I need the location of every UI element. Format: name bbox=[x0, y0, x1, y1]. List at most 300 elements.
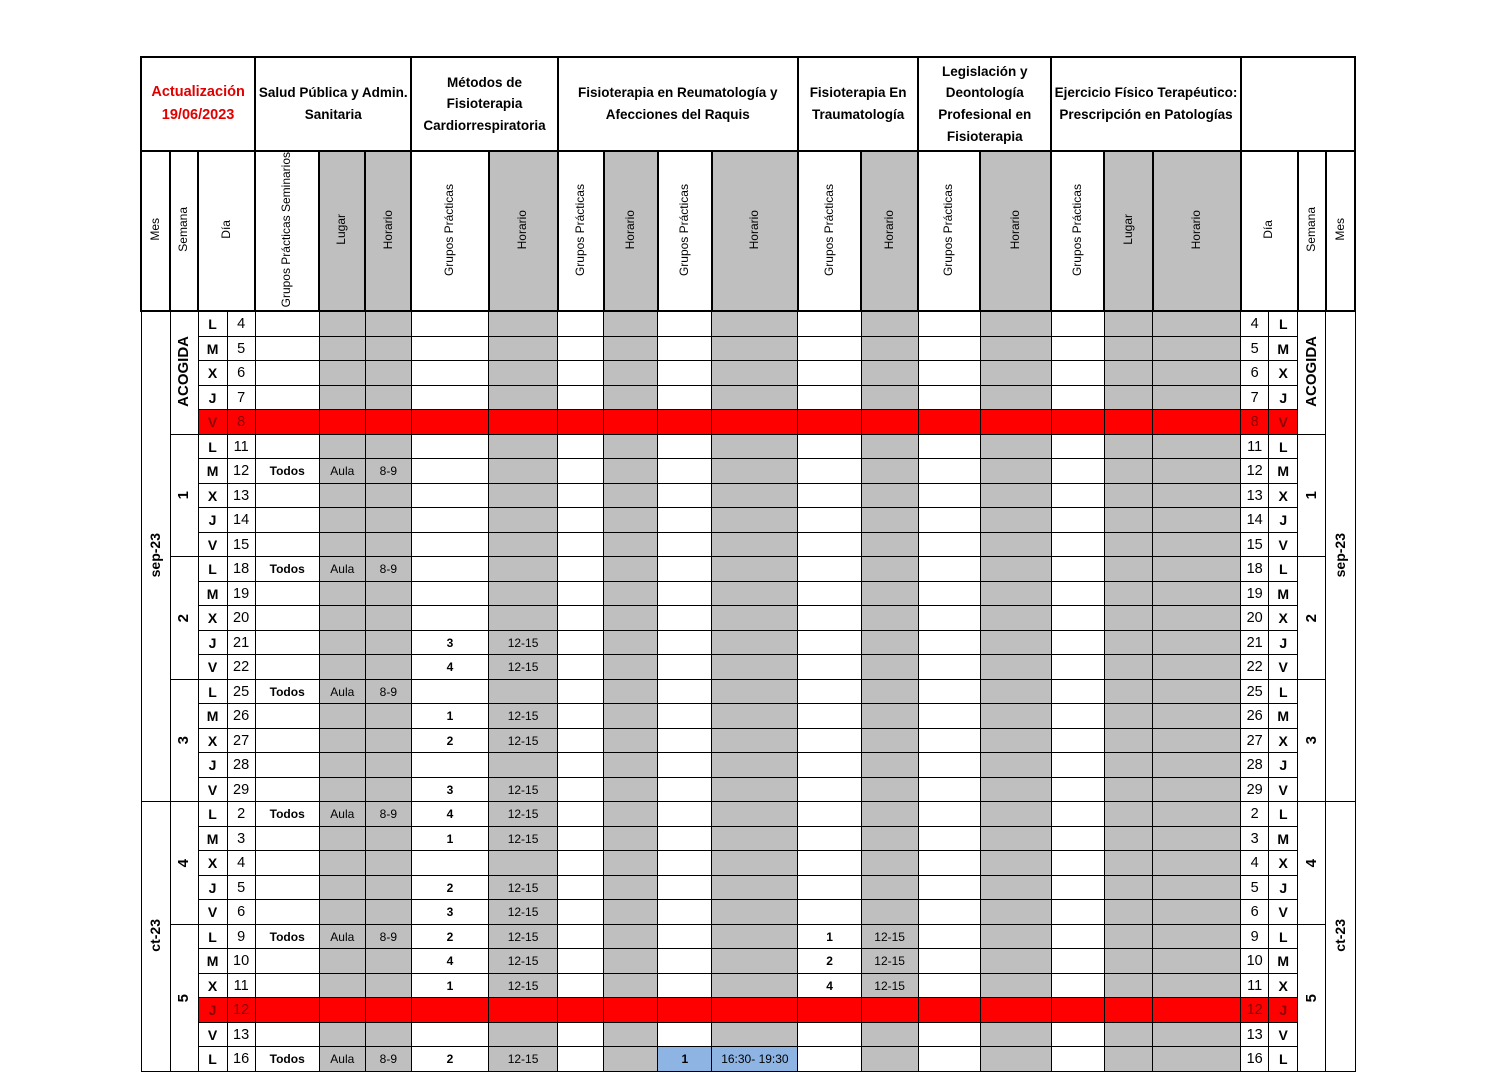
day-letter: L bbox=[198, 802, 227, 827]
schedule-cell bbox=[1051, 998, 1104, 1023]
schedule-cell bbox=[489, 410, 558, 435]
schedule-cell bbox=[558, 557, 604, 582]
schedule-cell bbox=[1104, 875, 1152, 900]
day-number: 11 bbox=[1241, 434, 1269, 459]
schedule-cell bbox=[558, 777, 604, 802]
day-number: 28 bbox=[1241, 753, 1269, 778]
day-number: 2 bbox=[1241, 802, 1269, 827]
schedule-cell bbox=[1051, 851, 1104, 876]
schedule-cell bbox=[1153, 753, 1241, 778]
schedule-cell bbox=[558, 1047, 604, 1072]
schedule-cell bbox=[489, 483, 558, 508]
schedule-cell bbox=[1104, 973, 1152, 998]
schedule-cell bbox=[798, 483, 861, 508]
schedule-cell bbox=[558, 851, 604, 876]
table-row bbox=[141, 728, 1355, 753]
schedule-cell bbox=[604, 434, 658, 459]
schedule-cell bbox=[1153, 434, 1241, 459]
schedule-cell: Aula bbox=[319, 557, 365, 582]
schedule-cell: 8-9 bbox=[365, 802, 411, 827]
week-label: 1 bbox=[170, 434, 198, 557]
schedule-cell bbox=[255, 410, 319, 435]
schedule-cell bbox=[1153, 385, 1241, 410]
schedule-cell bbox=[1051, 410, 1104, 435]
schedule-cell bbox=[798, 410, 861, 435]
table-row bbox=[141, 361, 1355, 386]
schedule-cell: 12-15 bbox=[489, 973, 558, 998]
schedule-cell bbox=[411, 998, 488, 1023]
day-number: 6 bbox=[1241, 900, 1269, 925]
schedule-cell bbox=[798, 361, 861, 386]
schedule-cell bbox=[411, 336, 488, 361]
schedule-cell bbox=[918, 826, 980, 851]
day-number: 13 bbox=[227, 1022, 255, 1047]
schedule-cell: Todos bbox=[255, 679, 319, 704]
schedule-cell bbox=[1153, 459, 1241, 484]
schedule-cell bbox=[658, 459, 712, 484]
schedule-cell: 12-15 bbox=[489, 924, 558, 949]
day-number: 16 bbox=[227, 1047, 255, 1072]
schedule-cell bbox=[798, 777, 861, 802]
schedule-cell bbox=[1153, 826, 1241, 851]
schedule-cell bbox=[319, 434, 365, 459]
schedule-cell bbox=[255, 508, 319, 533]
week-label: 2 bbox=[170, 557, 198, 680]
day-number: 6 bbox=[227, 361, 255, 386]
day-letter: M bbox=[1269, 581, 1298, 606]
schedule-cell bbox=[489, 557, 558, 582]
schedule-cell bbox=[365, 532, 411, 557]
schedule-cell bbox=[604, 483, 658, 508]
subject-reumatologia: Fisioterapia en Reumatología y Afecciones del Raquis bbox=[558, 57, 798, 151]
col-lugar: Lugar bbox=[319, 151, 365, 311]
table-row bbox=[141, 410, 1355, 435]
schedule-cell bbox=[1153, 606, 1241, 631]
schedule-cell bbox=[798, 630, 861, 655]
schedule-cell: 4 bbox=[411, 802, 488, 827]
schedule-cell bbox=[365, 875, 411, 900]
schedule-cell: 2 bbox=[411, 1047, 488, 1072]
schedule-cell bbox=[489, 606, 558, 631]
day-number: 27 bbox=[227, 728, 255, 753]
day-letter: V bbox=[198, 410, 227, 435]
day-number: 7 bbox=[227, 385, 255, 410]
schedule-cell bbox=[1104, 557, 1152, 582]
day-letter: L bbox=[198, 679, 227, 704]
schedule-cell bbox=[658, 1022, 712, 1047]
col-grupos-practicas: Grupos Prácticas bbox=[918, 151, 980, 311]
schedule-cell bbox=[918, 998, 980, 1023]
schedule-cell bbox=[1104, 483, 1152, 508]
week-label: ACOGIDA bbox=[170, 311, 198, 434]
schedule-cell bbox=[489, 581, 558, 606]
schedule-cell bbox=[365, 361, 411, 386]
schedule-cell bbox=[798, 875, 861, 900]
schedule-cell bbox=[861, 1022, 918, 1047]
schedule-cell bbox=[658, 998, 712, 1023]
schedule-cell bbox=[319, 998, 365, 1023]
schedule-cell bbox=[980, 1047, 1051, 1072]
schedule-cell bbox=[1051, 826, 1104, 851]
schedule-cell bbox=[1153, 679, 1241, 704]
col-grupos-seminarios: Grupos Prácticas Seminarios bbox=[255, 151, 319, 311]
schedule-cell bbox=[365, 998, 411, 1023]
schedule-cell: 12-15 bbox=[489, 777, 558, 802]
day-number: 9 bbox=[227, 924, 255, 949]
day-number: 21 bbox=[1241, 630, 1269, 655]
schedule-cell bbox=[255, 900, 319, 925]
schedule-cell bbox=[558, 410, 604, 435]
day-letter: V bbox=[1269, 1022, 1298, 1047]
schedule-cell bbox=[798, 728, 861, 753]
schedule-cell bbox=[712, 1022, 798, 1047]
schedule-cell bbox=[1153, 1047, 1241, 1072]
schedule-cell bbox=[861, 802, 918, 827]
schedule-cell bbox=[411, 679, 488, 704]
schedule-cell bbox=[980, 532, 1051, 557]
schedule-cell bbox=[1051, 630, 1104, 655]
table-row bbox=[141, 1047, 1355, 1072]
day-number: 5 bbox=[227, 336, 255, 361]
schedule-cell bbox=[861, 704, 918, 729]
col-horario: Horario bbox=[365, 151, 411, 311]
week-label: 3 bbox=[1298, 679, 1326, 802]
schedule-cell bbox=[558, 459, 604, 484]
day-number: 29 bbox=[1241, 777, 1269, 802]
schedule-cell bbox=[558, 532, 604, 557]
schedule-cell bbox=[658, 802, 712, 827]
day-letter: X bbox=[198, 483, 227, 508]
schedule-cell bbox=[1153, 361, 1241, 386]
schedule-cell bbox=[1104, 851, 1152, 876]
day-number: 5 bbox=[1241, 336, 1269, 361]
schedule-cell: Todos bbox=[255, 924, 319, 949]
schedule-cell bbox=[658, 704, 712, 729]
schedule-cell bbox=[861, 508, 918, 533]
schedule-cell bbox=[658, 630, 712, 655]
day-letter: J bbox=[1269, 753, 1298, 778]
schedule-cell bbox=[1153, 924, 1241, 949]
subject-traumatologia: Fisioterapia En Traumatología bbox=[798, 57, 918, 151]
schedule-cell bbox=[255, 655, 319, 680]
schedule-cell bbox=[319, 900, 365, 925]
day-letter: V bbox=[198, 777, 227, 802]
day-number: 25 bbox=[227, 679, 255, 704]
schedule-cell bbox=[365, 949, 411, 974]
day-letter: M bbox=[198, 581, 227, 606]
schedule-cell bbox=[918, 361, 980, 386]
schedule-cell bbox=[365, 581, 411, 606]
schedule-cell bbox=[918, 973, 980, 998]
schedule-cell bbox=[798, 508, 861, 533]
schedule-cell bbox=[980, 704, 1051, 729]
schedule-cell bbox=[798, 581, 861, 606]
schedule-cell bbox=[558, 385, 604, 410]
schedule-cell bbox=[712, 606, 798, 631]
schedule-cell bbox=[918, 924, 980, 949]
day-number: 4 bbox=[227, 851, 255, 876]
schedule-cell: 16:30- 19:30 bbox=[712, 1047, 798, 1072]
table-row bbox=[141, 630, 1355, 655]
day-number: 7 bbox=[1241, 385, 1269, 410]
schedule-cell bbox=[558, 679, 604, 704]
day-letter: M bbox=[198, 336, 227, 361]
schedule-cell bbox=[658, 973, 712, 998]
schedule-cell bbox=[319, 1022, 365, 1047]
table-row bbox=[141, 459, 1355, 484]
schedule-cell bbox=[1104, 410, 1152, 435]
col-grupos-practicas: Grupos Prácticas bbox=[658, 151, 712, 311]
col-semana: Semana bbox=[1298, 151, 1326, 311]
schedule-cell bbox=[1153, 508, 1241, 533]
schedule-cell bbox=[712, 826, 798, 851]
schedule-cell bbox=[411, 508, 488, 533]
schedule-cell bbox=[712, 434, 798, 459]
schedule-cell bbox=[1104, 998, 1152, 1023]
col-horario: Horario bbox=[604, 151, 658, 311]
schedule-cell bbox=[798, 557, 861, 582]
day-letter: V bbox=[198, 532, 227, 557]
day-number: 29 bbox=[227, 777, 255, 802]
schedule-cell bbox=[411, 410, 488, 435]
schedule-cell bbox=[1051, 753, 1104, 778]
schedule-cell bbox=[798, 851, 861, 876]
schedule-cell bbox=[980, 728, 1051, 753]
schedule-cell bbox=[658, 606, 712, 631]
schedule-cell bbox=[980, 336, 1051, 361]
schedule-cell bbox=[798, 826, 861, 851]
schedule-cell: 4 bbox=[411, 949, 488, 974]
schedule-cell bbox=[558, 336, 604, 361]
subject-salud-publica: Salud Pública y Admin. Sanitaria bbox=[255, 57, 411, 151]
day-number: 6 bbox=[1241, 361, 1269, 386]
col-horario: Horario bbox=[861, 151, 918, 311]
schedule-cell: 3 bbox=[411, 777, 488, 802]
schedule-cell bbox=[658, 532, 712, 557]
schedule-cell bbox=[1104, 949, 1152, 974]
day-letter: V bbox=[1269, 410, 1298, 435]
schedule-cell bbox=[861, 434, 918, 459]
schedule-cell bbox=[861, 361, 918, 386]
schedule-cell bbox=[1153, 655, 1241, 680]
schedule-cell bbox=[411, 483, 488, 508]
schedule-cell bbox=[558, 949, 604, 974]
schedule-cell bbox=[980, 434, 1051, 459]
schedule-cell bbox=[1051, 385, 1104, 410]
day-letter: X bbox=[198, 851, 227, 876]
schedule-cell bbox=[798, 679, 861, 704]
schedule-cell bbox=[604, 851, 658, 876]
day-number: 3 bbox=[1241, 826, 1269, 851]
day-letter: L bbox=[198, 557, 227, 582]
table-row bbox=[141, 655, 1355, 680]
schedule-cell bbox=[712, 949, 798, 974]
schedule-cell bbox=[980, 851, 1051, 876]
schedule-cell bbox=[658, 336, 712, 361]
schedule-cell bbox=[365, 508, 411, 533]
schedule-cell bbox=[918, 900, 980, 925]
schedule-cell bbox=[558, 728, 604, 753]
schedule-cell bbox=[411, 311, 488, 336]
schedule-cell bbox=[411, 385, 488, 410]
schedule-cell bbox=[798, 606, 861, 631]
schedule-cell bbox=[255, 728, 319, 753]
table-row bbox=[141, 606, 1355, 631]
table-row bbox=[141, 311, 1355, 336]
schedule-cell bbox=[319, 704, 365, 729]
week-label: ACOGIDA bbox=[1298, 311, 1326, 434]
schedule-cell bbox=[1104, 777, 1152, 802]
schedule-cell bbox=[489, 361, 558, 386]
schedule-cell: 8-9 bbox=[365, 459, 411, 484]
col-grupos-practicas: Grupos Prácticas bbox=[798, 151, 861, 311]
schedule-cell bbox=[798, 753, 861, 778]
day-letter: X bbox=[198, 973, 227, 998]
schedule-cell bbox=[861, 777, 918, 802]
day-number: 18 bbox=[1241, 557, 1269, 582]
schedule-cell bbox=[411, 361, 488, 386]
subject-legislacion: Legislación y Deontología Profesional en Fisioterapia bbox=[918, 57, 1051, 151]
table-row bbox=[141, 777, 1355, 802]
schedule-cell bbox=[1104, 704, 1152, 729]
schedule-cell bbox=[798, 1022, 861, 1047]
table-row bbox=[141, 851, 1355, 876]
schedule-cell bbox=[1153, 704, 1241, 729]
day-number: 20 bbox=[227, 606, 255, 631]
schedule-cell bbox=[658, 777, 712, 802]
update-label: Actualización 19/06/2023 bbox=[141, 57, 255, 151]
day-number: 4 bbox=[227, 311, 255, 336]
schedule-cell bbox=[365, 336, 411, 361]
day-number: 19 bbox=[1241, 581, 1269, 606]
schedule-cell: 12-15 bbox=[861, 973, 918, 998]
schedule-cell bbox=[489, 532, 558, 557]
schedule-cell bbox=[1153, 483, 1241, 508]
schedule-cell bbox=[319, 410, 365, 435]
schedule-cell bbox=[365, 630, 411, 655]
schedule-cell bbox=[604, 410, 658, 435]
table-row bbox=[141, 557, 1355, 582]
col-mes: Mes bbox=[141, 151, 170, 311]
day-letter: M bbox=[1269, 459, 1298, 484]
schedule-cell bbox=[365, 973, 411, 998]
schedule-cell: 12-15 bbox=[489, 1047, 558, 1072]
day-number: 8 bbox=[1241, 410, 1269, 435]
schedule-cell bbox=[489, 851, 558, 876]
day-letter: X bbox=[1269, 851, 1298, 876]
schedule-cell bbox=[319, 508, 365, 533]
schedule-cell bbox=[604, 802, 658, 827]
schedule-cell: 12-15 bbox=[861, 924, 918, 949]
schedule-cell bbox=[319, 728, 365, 753]
day-number: 12 bbox=[1241, 998, 1269, 1023]
schedule-cell bbox=[365, 655, 411, 680]
schedule-cell bbox=[1104, 630, 1152, 655]
schedule-cell bbox=[604, 949, 658, 974]
schedule-cell bbox=[319, 385, 365, 410]
month-label: sep-23 bbox=[1326, 311, 1355, 802]
table-row bbox=[141, 483, 1355, 508]
table-row bbox=[141, 973, 1355, 998]
schedule-cell bbox=[1153, 630, 1241, 655]
schedule-cell bbox=[319, 532, 365, 557]
day-letter: L bbox=[1269, 434, 1298, 459]
schedule-cell bbox=[604, 606, 658, 631]
schedule-cell: 8-9 bbox=[365, 924, 411, 949]
schedule-cell bbox=[411, 606, 488, 631]
schedule-cell bbox=[255, 385, 319, 410]
table-row bbox=[141, 704, 1355, 729]
schedule-cell bbox=[558, 1022, 604, 1047]
day-letter: M bbox=[1269, 704, 1298, 729]
schedule-cell bbox=[604, 459, 658, 484]
schedule-cell bbox=[1051, 728, 1104, 753]
schedule-cell bbox=[918, 581, 980, 606]
schedule-cell bbox=[980, 630, 1051, 655]
schedule-cell bbox=[1051, 581, 1104, 606]
day-number: 4 bbox=[1241, 851, 1269, 876]
day-letter: J bbox=[1269, 630, 1298, 655]
day-letter: V bbox=[198, 900, 227, 925]
schedule-cell bbox=[918, 851, 980, 876]
schedule-cell bbox=[1051, 1022, 1104, 1047]
day-letter: J bbox=[198, 875, 227, 900]
schedule-cell bbox=[861, 311, 918, 336]
schedule-cell bbox=[658, 728, 712, 753]
col-grupos-practicas: Grupos Prácticas bbox=[411, 151, 488, 311]
day-number: 19 bbox=[227, 581, 255, 606]
schedule-cell bbox=[1051, 949, 1104, 974]
schedule-cell: Aula bbox=[319, 459, 365, 484]
schedule-cell bbox=[319, 753, 365, 778]
schedule-cell bbox=[1104, 508, 1152, 533]
schedule-cell bbox=[658, 311, 712, 336]
schedule-cell bbox=[604, 826, 658, 851]
day-letter: V bbox=[198, 1022, 227, 1047]
schedule-cell bbox=[489, 336, 558, 361]
schedule-cell bbox=[489, 459, 558, 484]
table-row bbox=[141, 508, 1355, 533]
schedule-cell bbox=[1104, 1022, 1152, 1047]
schedule-cell bbox=[604, 973, 658, 998]
schedule-cell bbox=[255, 581, 319, 606]
day-letter: L bbox=[1269, 557, 1298, 582]
schedule-cell bbox=[861, 679, 918, 704]
schedule-cell bbox=[255, 1022, 319, 1047]
schedule-cell: 2 bbox=[798, 949, 861, 974]
schedule-cell bbox=[918, 385, 980, 410]
col-dia: Día bbox=[198, 151, 255, 311]
schedule-cell bbox=[558, 311, 604, 336]
col-horario: Horario bbox=[489, 151, 558, 311]
day-letter: X bbox=[1269, 606, 1298, 631]
schedule-cell bbox=[798, 802, 861, 827]
schedule-cell bbox=[1051, 336, 1104, 361]
schedule-cell bbox=[255, 826, 319, 851]
day-number: 13 bbox=[1241, 483, 1269, 508]
schedule-cell bbox=[1153, 336, 1241, 361]
schedule-cell: 12-15 bbox=[489, 949, 558, 974]
schedule-cell bbox=[712, 704, 798, 729]
schedule-cell bbox=[712, 777, 798, 802]
schedule-cell: Aula bbox=[319, 679, 365, 704]
schedule-cell bbox=[604, 679, 658, 704]
week-label: 2 bbox=[1298, 557, 1326, 680]
schedule-cell bbox=[255, 630, 319, 655]
table-row bbox=[141, 900, 1355, 925]
schedule-cell bbox=[1153, 581, 1241, 606]
schedule-cell bbox=[798, 459, 861, 484]
